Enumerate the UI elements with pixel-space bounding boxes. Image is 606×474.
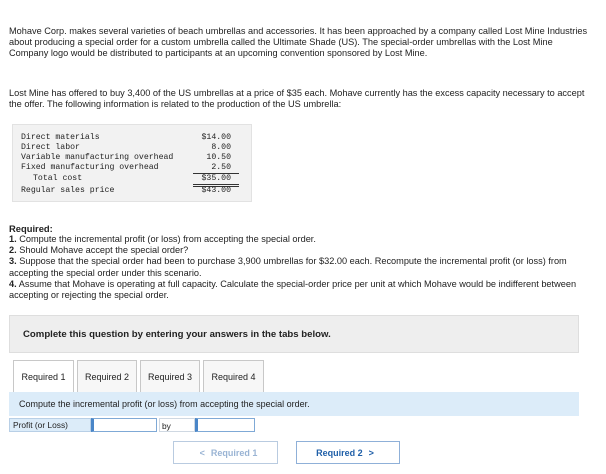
required-item-text: Should Mohave accept the special order? — [16, 245, 189, 256]
tab-required-1[interactable]: Required 1 — [13, 360, 74, 392]
required-item — [9, 279, 597, 301]
required-item-number: 3. — [9, 256, 17, 267]
cost-row-direct-labor — [21, 143, 243, 153]
cost-label: Total cost — [33, 174, 83, 183]
required-item — [9, 245, 597, 256]
cost-label: Variable manufacturing overhead — [21, 153, 174, 162]
required-item-number: 4. — [9, 278, 17, 289]
required-item — [9, 256, 597, 278]
chevron-right-icon: > — [368, 448, 374, 458]
previous-button[interactable] — [173, 441, 278, 464]
next-button-label: Required 2 — [316, 448, 363, 458]
required-list — [9, 234, 597, 301]
chevron-left-icon: < — [199, 448, 205, 458]
cost-value: $43.00 — [201, 186, 231, 195]
cost-row-direct-materials — [21, 133, 243, 143]
previous-button-label: Required 1 — [210, 448, 258, 458]
cost-label: Direct materials — [21, 133, 100, 142]
required-item-text: Assume that Mohave is operating at full capacity. Calculate the special-order price per unit at which Mohave would be indifferent between accepting or rejecting the special order. — [9, 278, 577, 301]
cost-label: Fixed manufacturing overhead — [21, 163, 159, 172]
cost-row-regular-price — [21, 186, 243, 196]
intro-paragraph-2: Lost Mine has offered to buy 3,400 of the US umbrellas at a price of $35 each. Mohave currently has the excess capacity necessary to accept the offer. The following information is related to the production of the US umbrella: — [9, 88, 585, 110]
cost-value: 10.50 — [206, 153, 231, 162]
required-item-text: Suppose that the special order had been to purchase 3,900 umbrellas for $32.00 each. Recompute the incremental profit (or loss) from accepting the special order under this scenario. — [9, 256, 567, 278]
tab-required-3[interactable]: Required 3 — [140, 360, 200, 392]
tab-required-4[interactable]: Required 4 — [203, 360, 264, 392]
cost-row-total-cost — [21, 174, 243, 184]
cost-row-fixed-overhead — [21, 163, 243, 173]
cost-row-variable-overhead — [21, 153, 243, 163]
total-double-rule — [193, 184, 239, 185]
profit-loss-input[interactable] — [91, 418, 157, 432]
required-item-number: 2. — [9, 245, 17, 256]
cost-label: Direct labor — [21, 143, 80, 152]
cost-value: $14.00 — [201, 133, 231, 142]
by-label: by — [159, 418, 195, 432]
cost-table — [12, 124, 252, 202]
profit-loss-label: Profit (or Loss) — [9, 418, 91, 432]
required-title: Required: — [9, 223, 53, 234]
complete-instructions-banner: Complete this question by entering your answers in the tabs below. — [9, 315, 579, 353]
cost-value: $35.00 — [201, 174, 231, 183]
cost-label: Regular sales price — [21, 186, 115, 195]
cost-value: 8.00 — [211, 143, 231, 152]
required-item-number: 1. — [9, 234, 17, 244]
cost-value: 2.50 — [211, 163, 231, 172]
answer-row — [9, 418, 249, 432]
next-button[interactable] — [296, 441, 400, 464]
intro-paragraph-1: Mohave Corp. makes several varieties of beach umbrellas and accessories. It has been approached by a company called Lost Mine Industries about producing a special order for a custom umbrella called the Ultimate Shade (US). The special-order umbrellas with the Lost Mine Company logo would be distributed to participants at an upcoming convention sponsored by Lost Mine. — [9, 26, 588, 59]
amount-input[interactable] — [195, 418, 255, 432]
required-item — [9, 234, 597, 245]
required-item-text: Compute the incremental profit (or loss) from accepting the special order. — [16, 234, 316, 244]
tab-instruction: Compute the incremental profit (or loss) from accepting the special order. — [9, 392, 579, 416]
tab-required-2[interactable]: Required 2 — [77, 360, 137, 392]
